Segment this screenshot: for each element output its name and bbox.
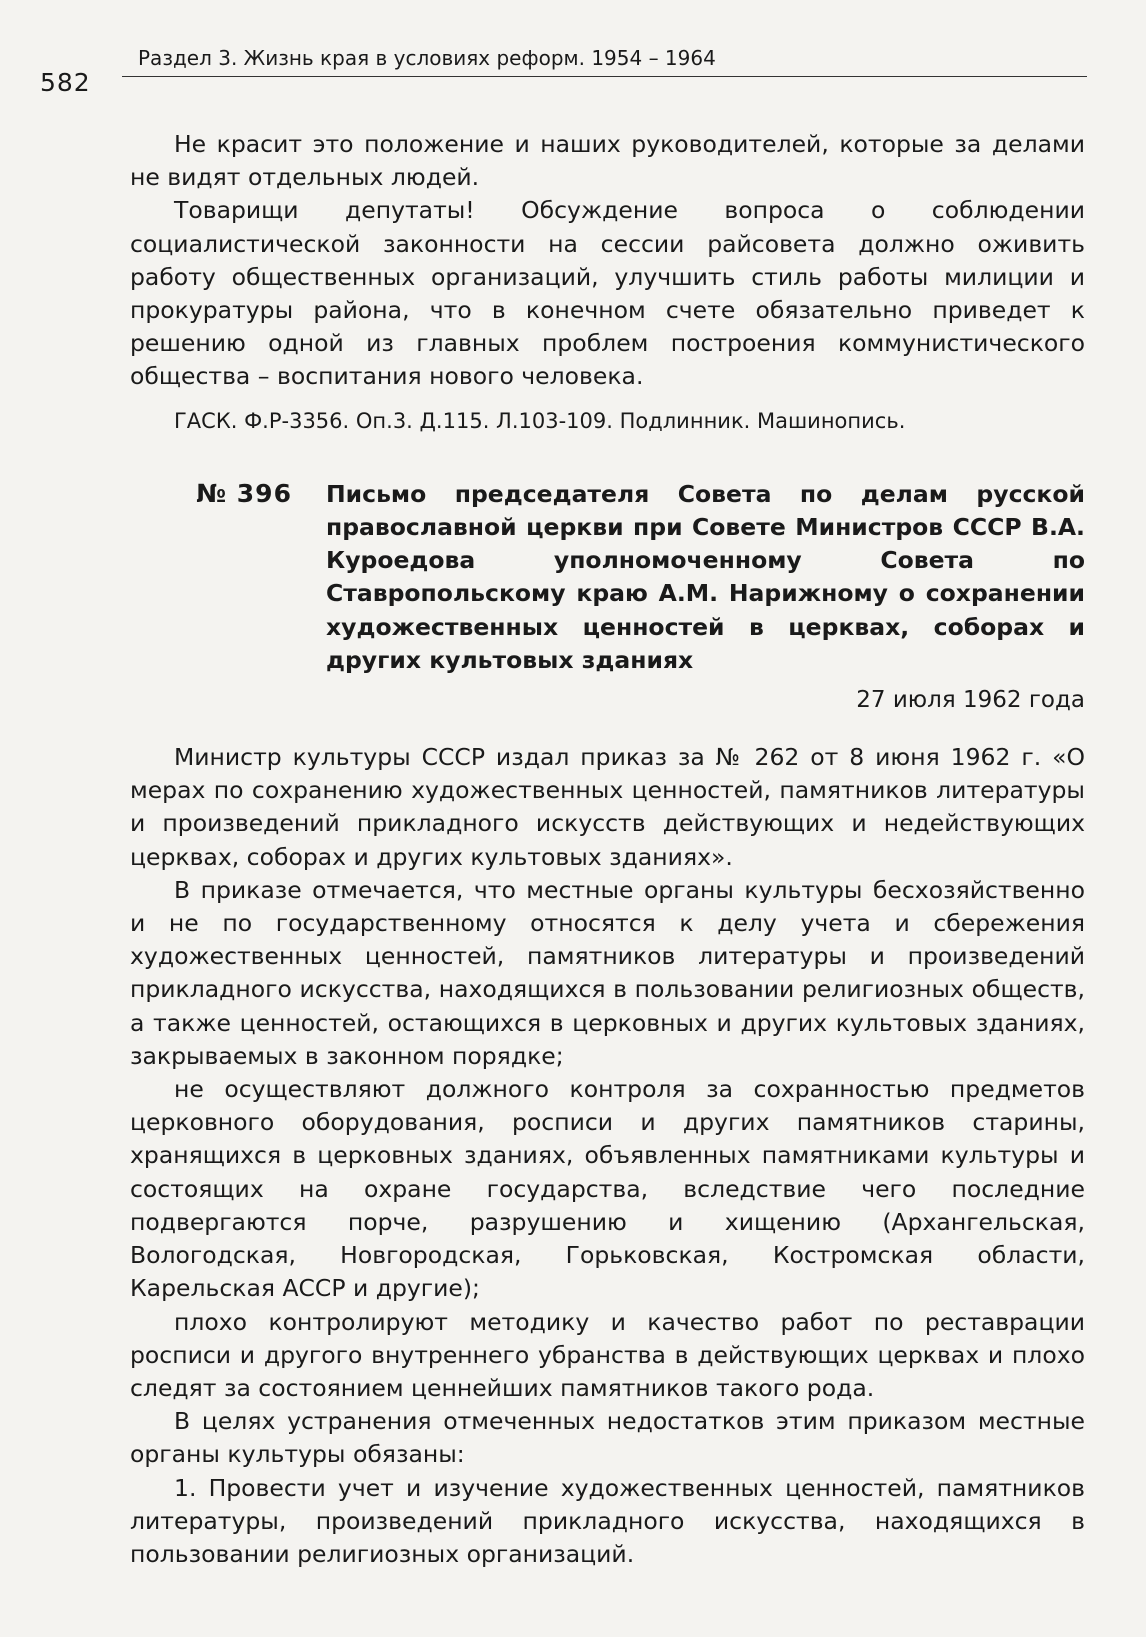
document-paragraph-4: плохо контролируют методику и качество работ по реставрации росписи и другого внутреннего убранства в действующих церквах и плохо следят за состоянием ценнейших памятников такого рода. [130,1307,1085,1402]
archive-source: ГАСК. Ф.Р-3356. Оп.3. Д.115. Л.103-109. Подлинник. Машинопись. [174,408,906,433]
document-date: 27 июля 1962 года [856,687,1085,714]
document-paragraph-6: 1. Провести учет и изучение художественных ценностей, памятников литературы, произведений прикладного искусства, находящихся в пользовании религиозных организаций. [130,1473,1085,1568]
document-paragraph-2: В приказе отмечается, что местные органы культуры бесхозяйственно и не по государственному относятся к делу учета и сбережения художественных ценностей, памятников литературы и произведений прикладного искусства, находящихся в пользовании религиозных обществ, а также ценностей, остающихся в церковных и других культовых зданиях, закрываемых в законном порядке; [130,875,1085,1070]
document-paragraph-3: не осуществляют должного контроля за сохранностью предметов церковного оборудования, росписи и других памятников старины, хранящихся в церковных зданиях, объявленных памятниками культуры и состоящих на охране государства, вследствие чего последние подвергаются порче, разрушению и хищению (Архангельская, Вологодская, Новгородская, Горьковская, Костромская области, Карельская АССР и другие); [130,1075,1085,1303]
intro-paragraph-2: Товарищи депутаты! Обсуждение вопроса о соблюдении социалистической законности на сессии райсовета должно оживить работу общественных организаций, улучшить стиль работы милиции и прокуратуры района, что в конечном счете обязательно приведет к решению одной из главных проблем построения коммунистического общества – воспитания нового человека. [130,196,1085,391]
document-header [130,478,1085,677]
running-title: Раздел 3. Жизнь края в условиях реформ. 1954 – 1964 [138,46,716,70]
document-paragraph-5: В целях устранения отмеченных недостатков этим приказом местные органы культуры обязаны: [130,1407,1085,1469]
header-rule [122,76,1087,77]
page-body [130,128,1085,1571]
document-title: Письмо председателя Совета по делам русской православной церкви при Совете Министров СССР В.А. Куроедова уполномоченному Совета по Ставропольскому краю А.М. Нарижному о сохранении художественных ценностей в церквах, соборах и других культовых зданиях [326,479,1085,674]
document-number: № 396 [196,478,292,508]
document-paragraph-1: Министр культуры СССР издал приказ за № 262 от 8 июня 1962 г. «О мерах по сохранению художественных ценностей, памятников литературы и произведений прикладного искусств действующих и недействующих церквах, соборах и других культовых зданиях». [130,743,1085,871]
page-number: 582 [40,68,91,97]
intro-paragraph-1: Не красит это положение и наших руководителей, которые за делами не видят отдельных людей. [130,130,1085,192]
